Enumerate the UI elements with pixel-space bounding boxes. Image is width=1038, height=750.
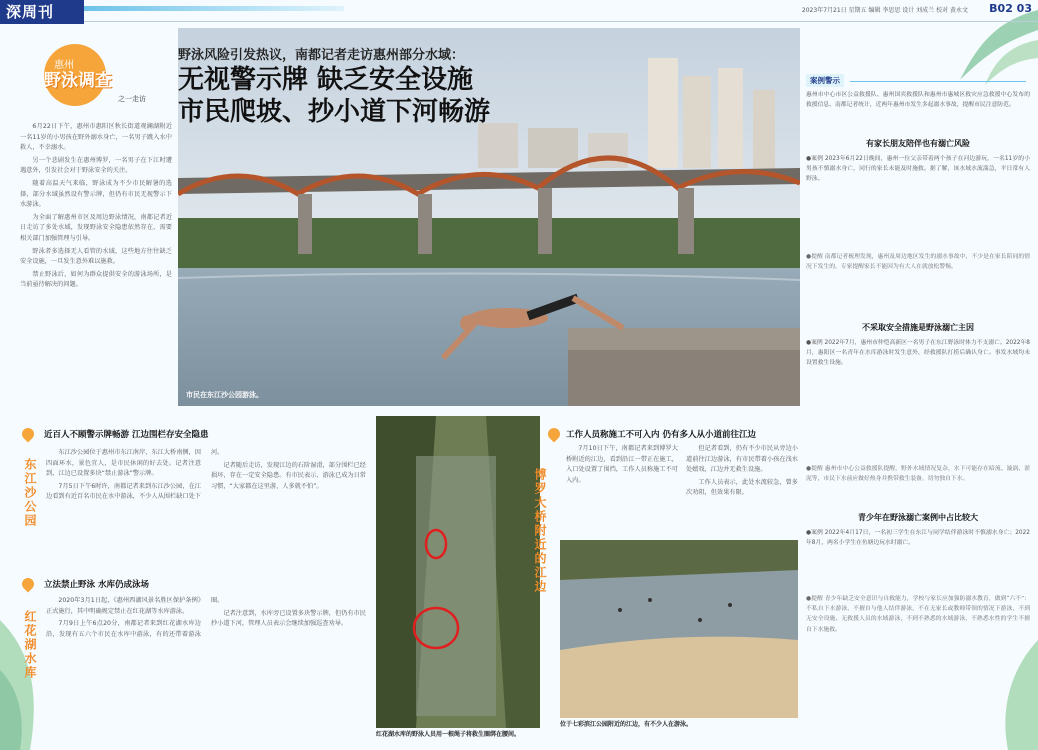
section-place: 博罗大桥附近的江边 xyxy=(533,468,547,594)
section-paragraph: 工作人员表示，此处水流较急，曾多次劝阻，但效果有限。 xyxy=(686,478,798,497)
section-paragraph: 7月10日下午，南都记者来到博罗大桥附近的江边，看到沿江一带正在施工，入口处设置了围挡，工作人员称施工不可入内。 xyxy=(566,445,678,484)
section-paragraph: 7月9日上午6点20分，南都记者来到红花湖水库边沿，发现有五六个市民在水库中游泳，有的还带着游泳圈。 xyxy=(46,597,224,638)
section-brand: 深周刊 xyxy=(0,0,84,24)
sidebar-tag xyxy=(806,74,1030,88)
hero-kicker: 野泳风险引发热议，南都记者走访惠州部分水域： xyxy=(178,48,465,63)
intro-paragraph: 为全面了解惠州市区及周边野泳情况，南都记者近日走访了多处水域，发现野泳安全隐患依然存在，需要相关部门加强管理与引导。 xyxy=(20,213,172,242)
riverbank-photo xyxy=(560,540,798,718)
section-paragraph: 但记者看到，仍有不少市民从旁边小道前往江边游泳，有市民带着小孩在浅水处嬉戏，江边并无救生设施。 xyxy=(686,445,798,474)
section-paragraph: 2020年3月1日起，《惠州西湖风景名胜区保护条例》正式施行，其中明确规定禁止在红花湖等水库游泳。 xyxy=(46,597,201,615)
badge-city: 惠州 xyxy=(54,60,74,71)
section-body xyxy=(46,596,366,744)
section-body xyxy=(46,448,366,576)
intro-column xyxy=(20,122,172,412)
section-paragraph: 东江沙公园位于惠州市东江南岸，东江大桥南侧，因四面环水，景色宜人，是市民休闲的好去处。记者注意到，江边已设置多块“禁止游泳”警示牌。 xyxy=(46,449,201,478)
photo-caption: 位于七彩滨江公园附近的江边，有不少人在游泳。 xyxy=(560,721,693,728)
location-pin-icon xyxy=(546,426,563,443)
hero-title xyxy=(178,64,678,128)
sidebar-heading: 不采取安全措施是野泳溺亡主因 xyxy=(862,323,974,332)
sidebar-tip: ●提醒 青少年缺乏安全意识与自救能力，学校与家长应加强防溺水教育，做到“六不”：不私自下水游泳，不擅自与他人结伴游泳，不在无家长或教师带领的情况下游泳，不到无安全设施、无救援人员的水域游泳，不到不熟悉的水域游泳，不熟悉水性的学生不擅自下水施救。 xyxy=(806,596,1030,633)
badge-title: 野泳调查 xyxy=(44,71,112,91)
intro-paragraph: 禁止野泳后，如何为群众提供安全的游泳场所，是当前亟待解决的问题。 xyxy=(20,270,172,289)
location-pin-icon xyxy=(20,426,37,443)
section-paragraph: 7月5日下午6时许，南都记者来到东江沙公园，在江边看到有近百名市民在水中游泳，不少人从围栏缺口处下河。 xyxy=(46,449,224,501)
sidebar-case: ●案例 2023年6月22日晚间，惠州一位父亲带着两个孩子在河边游玩，一名11岁的小男孩不慎溺水身亡，同行的家长未能及时施救。据了解，该水域水流湍急，平日常有人野泳。 xyxy=(806,156,1030,183)
brand-stripe xyxy=(84,6,344,11)
intro-paragraph: 6月22日下午，惠州市惠阳区秋长街道观澜湖附近一名11岁的小男孩在野外溺水身亡，一名男子跳入水中救人，不幸溺水。 xyxy=(20,123,172,152)
section-place: 东江沙公园 xyxy=(23,458,37,528)
date-line: 2023年7月21日 星期五 编辑 李思思 设计 刘成兰 校对 黄永文 xyxy=(801,7,968,14)
sidebar-tag-label: 案例警示 xyxy=(806,74,844,87)
sidebar-case: ●案例 2022年4月17日，一名初三学生在东江与同学结伴游泳时不慎溺水身亡；2022年8月，两名小学生在鱼塘边玩水时溺亡。 xyxy=(806,530,1030,547)
hero-title-line: 无视警示牌 缺乏安全设施 xyxy=(178,65,474,95)
location-pin-icon xyxy=(20,576,37,593)
page-number: B02 03 xyxy=(989,2,1032,15)
reservoir-photo xyxy=(376,416,540,728)
intro-paragraph: 随着高温天气来临，野泳成为不少市民解暑的选择，部分水域虽然设有警示牌，但仍有市民无视警示下水游泳。 xyxy=(20,179,172,209)
section-title: 立法禁止野泳 水库仍成泳场 xyxy=(44,580,149,590)
reservoir-scene xyxy=(376,416,540,728)
intro-paragraph: 另一个悲剧发生在惠州博罗，一名男子在下江时遭遇意外，引发社会对于野泳安全的关注。 xyxy=(20,156,172,175)
series-badge xyxy=(44,44,150,108)
section-title: 工作人员称施工不可入内 仍有多人从小道前往江边 xyxy=(566,430,756,440)
intro-paragraph: 野泳者多选择无人看管的水域，这些地方往往缺乏安全设施，一旦发生意外难以施救。 xyxy=(20,247,172,266)
sidebar-case: ●案例 2022年7月，惠州市仲恺高新区一名男子在东江野泳时体力不支溺亡。2022年8月，惠阳区一名青年在水库游泳时发生意外，经救援队打捞后确认身亡。事发水域均未设置救生设施。 xyxy=(806,340,1030,367)
riverbank-scene xyxy=(560,540,798,718)
sidebar-tip: ●提醒 南都记者梳理发现，惠州及周边地区发生的溺水事故中，不少是在家长陪同的情况下发生的，专家提醒家长不能因为有大人在就放松警惕。 xyxy=(806,254,1030,271)
hero-title-line: 市民爬坡、抄小道下河畅游 xyxy=(178,97,491,127)
photo-caption: 红花湖水库的野泳人员用一根绳子将救生圈绑在腰间。 xyxy=(376,731,521,738)
hero-caption: 市民在东江沙公园游泳。 xyxy=(186,391,263,399)
section-paragraph: 记者注意到，水库旁已设置多块警示牌，但仍有市民抄小道下河，管理人员表示会继续加强巡查劝导。 xyxy=(211,609,366,628)
section-paragraph: 记者随后走访，发现江边的石阶湿滑，部分围栏已经损坏，存在一定安全隐患。有市民表示，游泳已成为日常习惯，“大家都在这里游，人多就不怕”。 xyxy=(211,461,366,490)
case-warning-sidebar xyxy=(806,74,1030,744)
section-body xyxy=(566,444,798,534)
sidebar-heading: 青少年在野泳溺亡案例中占比较大 xyxy=(858,513,978,522)
section-title: 近百人不顾警示牌畅游 江边围栏存安全隐患 xyxy=(44,430,209,440)
sidebar-heading: 有家长朋友陪伴也有溺亡风险 xyxy=(866,139,970,148)
sidebar-tip: ●提醒 惠州市中心公益救援队提醒，野外水域情况复杂，水下可能存在暗流、漩涡、淤泥等，市民下水前应做好热身并携带救生装备，切勿独自下水。 xyxy=(806,466,1030,483)
badge-series: 之一走访 xyxy=(118,95,146,103)
sidebar-lead: 惠州市中心市区公益救援队、惠州国宾救援队和惠州市惠城区救灾应急救援中心发布的救援信息、南都记者统计，近两年惠州市发生多起溺水事故，提醒市民注意防范。 xyxy=(806,92,1030,109)
section-place: 红花湖水库 xyxy=(23,610,37,680)
